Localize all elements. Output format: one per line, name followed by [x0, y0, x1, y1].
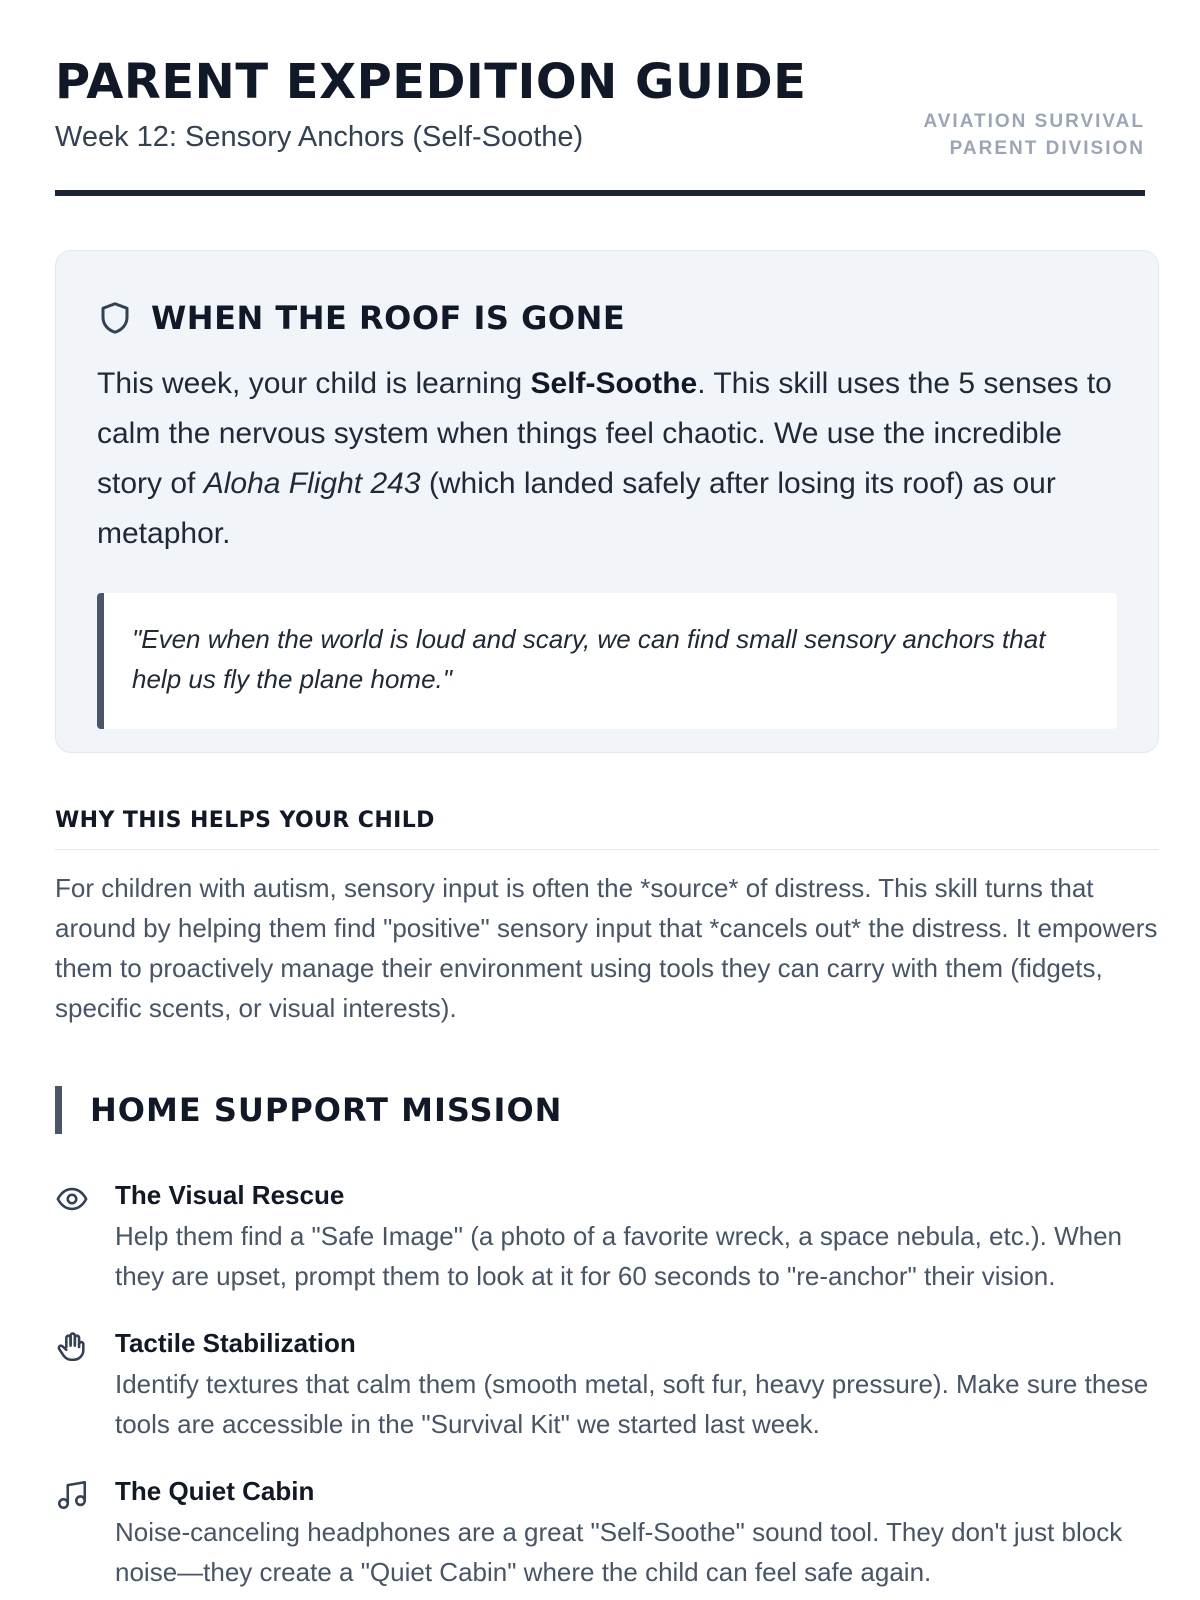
mission-item-body [115, 1326, 1165, 1444]
mission-item-title: The Quiet Cabin [115, 1476, 315, 1506]
shield-icon [97, 299, 133, 337]
hand-icon [55, 1330, 89, 1364]
callout-text-part-3: (which landed safely after losing its roof) as our metaphor. [97, 467, 1056, 550]
eye-icon [55, 1182, 89, 1216]
page-subtitle: Week 12: Sensory Anchors (Self-Soothe) [55, 121, 584, 153]
mission-item-body [115, 1178, 1165, 1296]
division-line-2: PARENT DIVISION [949, 138, 1145, 159]
mission-section-title: HOME SUPPORT MISSION [55, 1086, 562, 1134]
music-note-icon [55, 1478, 89, 1512]
callout-title: WHEN THE ROOF IS GONE [151, 299, 626, 337]
mission-item-text: Help them find a "Safe Image" (a photo of a favorite wreck, a space nebula, etc.). When they are upset, prompt them to look at it for 60 seconds to "re-anchor" their vision. [115, 1221, 1122, 1291]
callout-text [97, 359, 1117, 559]
mission-item-text: Identify textures that calm them (smooth metal, soft fur, heavy pressure). Make sure these tools are accessible in the "Survival Kit" we started last week. [115, 1369, 1149, 1439]
callout-card [55, 250, 1159, 753]
page-title: PARENT EXPEDITION GUIDE [55, 54, 807, 110]
division-label [923, 108, 1145, 162]
callout-text-part-1: This week, your child is learning [97, 367, 531, 400]
callout-text-italic: Aloha Flight 243 [203, 467, 421, 500]
why-section-text: For children with autism, sensory input is often the *source* of distress. This skill turns that around by helping them find "positive" sensory input that *cancels out* the distress. It empowers them to proactively manage their environment using tools they can carry with them (fidgets, specific scents, or visual interests). [55, 873, 1158, 1023]
mission-item-body [115, 1474, 1165, 1592]
why-section-title: WHY THIS HELPS YOUR CHILD [55, 808, 1159, 850]
callout-quote: "Even when the world is loud and scary, we can find small sensory anchors that help us fly the plane home." [97, 593, 1117, 729]
callout-text-part-2: . This skill uses the 5 senses to calm the nervous system when things feel chaotic. We use the incredible story of [97, 367, 1112, 500]
mission-item-title: Tactile Stabilization [115, 1328, 356, 1358]
mission-item-text: Noise-canceling headphones are a great "Self-Soothe" sound tool. They don't just block noise—they create a "Quiet Cabin" where the child can feel safe again. [115, 1517, 1123, 1587]
division-line-1: AVIATION SURVIVAL [923, 111, 1145, 132]
mission-item-title: The Visual Rescue [115, 1180, 345, 1210]
page-header [55, 0, 1145, 196]
callout-text-bold: Self-Soothe [530, 367, 698, 400]
callout-header [97, 293, 1117, 343]
